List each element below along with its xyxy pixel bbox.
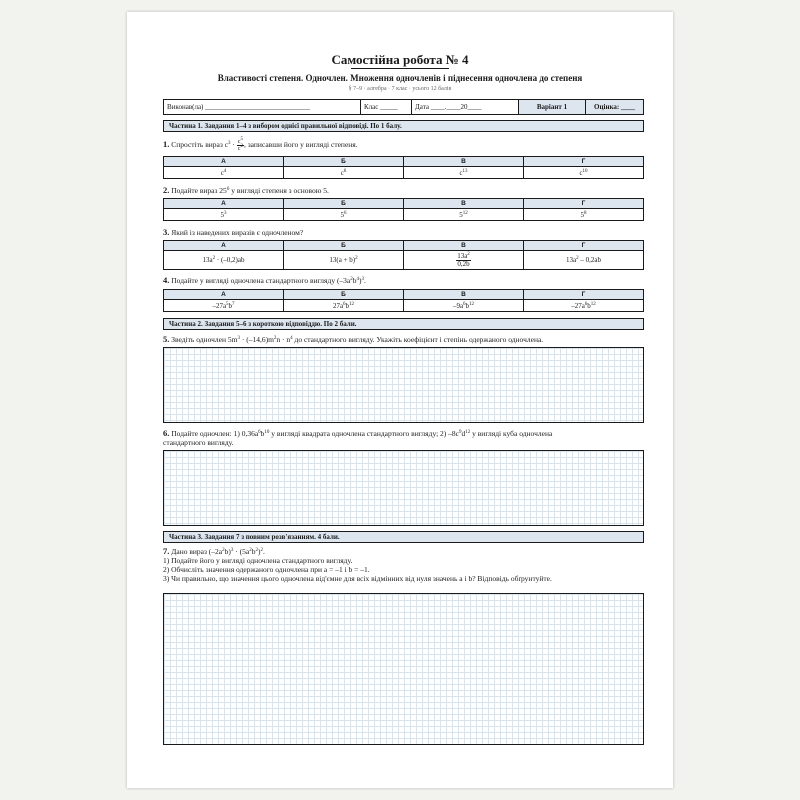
answer-option-d[interactable]: $c^{10}$ (524, 167, 644, 179)
question-number: 1. (163, 139, 170, 150)
subtask-3: 3) Чи правильно, що значення цього одночлена від'ємне для всіх відмінних від нуля значень a і b? Відповідь обґрунтуйте. (163, 574, 552, 583)
answer-table-3: А Б В Г $13a^2 \cdot (-0,2)ab$ $13(a + b)^2$ $\frac{13a^2}{0,2b}$ $13a^2 - 0,2ab$ (163, 240, 644, 270)
subtask-1: 1) Подайте його у вигляді одночлена стандартного вигляду. (163, 556, 353, 565)
student-name-field[interactable]: Виконав(ла) ______________________________ (164, 100, 361, 115)
answer-option-c[interactable]: $c^{13}$ (404, 167, 524, 179)
part-1-header: Частина 1. Завдання 1–4 з вибором однієї правильної відповіді. По 1 балу. (163, 120, 644, 132)
question-5: 5. Зведіть одночлен $5m^3 \cdot (-14,6)m^2n \cdot n^4$ до стандартного вигляду. Укажіть коефіцієнт і степінь одержаного одночлена. (163, 334, 544, 344)
answer-option-c[interactable]: $5^{12}$ (404, 209, 524, 221)
title-underline (351, 68, 449, 69)
answer-grid-6[interactable] (163, 450, 644, 526)
answer-option-c[interactable]: $\frac{13a^2}{0,2b}$ (404, 251, 524, 270)
question-3: 3. Який із наведених виразів є одночленом? (163, 227, 304, 237)
page-title: Самостійна робота № 4 (331, 52, 469, 67)
answer-option-b[interactable]: $c^6$ (284, 167, 404, 179)
answer-grid-7[interactable] (163, 593, 644, 745)
class-field[interactable]: Клас _____ (361, 100, 412, 115)
student-info-table (163, 99, 644, 115)
grade-field[interactable]: Оцінка: ____ (586, 100, 644, 115)
answer-option-a[interactable]: $-27a^5b^7$ (164, 300, 284, 312)
answer-option-b[interactable]: $13(a + b)^2$ (284, 251, 404, 270)
worksheet-page (127, 12, 673, 788)
variant-label: Варіант 1 (519, 100, 586, 115)
answer-option-a[interactable]: $5^3$ (164, 209, 284, 221)
answer-grid-5[interactable] (163, 347, 644, 423)
page-subtitle: Властивості степеня. Одночлен. Множення одночленів і піднесення одночлена до степеня (217, 73, 583, 83)
answer-option-b[interactable]: $5^6$ (284, 209, 404, 221)
question-2: 2. Подайте вираз $25^6$ у вигляді степеня з основою 5. (163, 185, 329, 195)
answer-option-a[interactable]: $13a^2 \cdot (-0,2)ab$ (164, 251, 284, 270)
question-7: 7. Дано вираз $(-2a^2b)^3 \cdot (5a^2b^2)^2$. 1) Подайте його у вигляді одночлена стандартного вигляду. 2) Обчисліть значення одержаного одночлена при a = –1 і b = –1. 3) Чи правильно, що значення цього одночлена від'ємне для всіх відмінних від нуля значень a і b? Відповідь обґрунтуйте. (163, 546, 552, 583)
answer-option-a[interactable]: $c^4$ (164, 167, 284, 179)
answer-table-4: А Б В Г $-27a^5b^7$ $27a^6b^{12}$ $-9a^6b^{12}$ $-27a^6b^{12}$ (163, 289, 644, 312)
answer-table-1: А Б В Г $c^4$ $c^6$ $c^{13}$ $c^{10}$ (163, 156, 644, 179)
question-6: 6. Подайте одночлен: 1) $0,36a^6b^{10}$ у вигляді квадрата одночлена стандартного вигляду; 2) $-8c^9d^{12}$ у вигляді куба одночлена стандартного вигляду. (163, 428, 553, 447)
question-1: 1. Спростіть вираз $c^3$ · $\frac{c^5}{c^2}$ , записавши його у вигляді степеня. (163, 137, 358, 152)
answer-option-c[interactable]: $-9a^6b^{12}$ (404, 300, 524, 312)
subtask-2: 2) Обчисліть значення одержаного одночлена при a = –1 і b = –1. (163, 565, 370, 574)
answer-option-d[interactable]: $-27a^6b^{12}$ (524, 300, 644, 312)
date-field[interactable]: Дата ____.____20____ (412, 100, 519, 115)
answer-option-b[interactable]: $27a^6b^{12}$ (284, 300, 404, 312)
answer-table-2: А Б В Г $5^3$ $5^6$ $5^{12}$ $5^8$ (163, 198, 644, 221)
page-meta: § 7–9 · алгебра · 7 клас · усього 12 балів (348, 86, 452, 92)
question-4: 4. Подайте у вигляді одночлена стандартного вигляду $(-3a^2b^4)^3$. (163, 275, 366, 285)
fraction: $\frac{c^5}{c^2}$ (237, 137, 243, 152)
part-2-header: Частина 2. Завдання 5–6 з короткою відповіддю. По 2 бали. (163, 318, 644, 330)
answer-option-d[interactable]: $5^8$ (524, 209, 644, 221)
part-3-header: Частина 3. Завдання 7 з повним розв'язанням. 4 бали. (163, 531, 644, 543)
answer-option-d[interactable]: $13a^2 - 0,2ab$ (524, 251, 644, 270)
